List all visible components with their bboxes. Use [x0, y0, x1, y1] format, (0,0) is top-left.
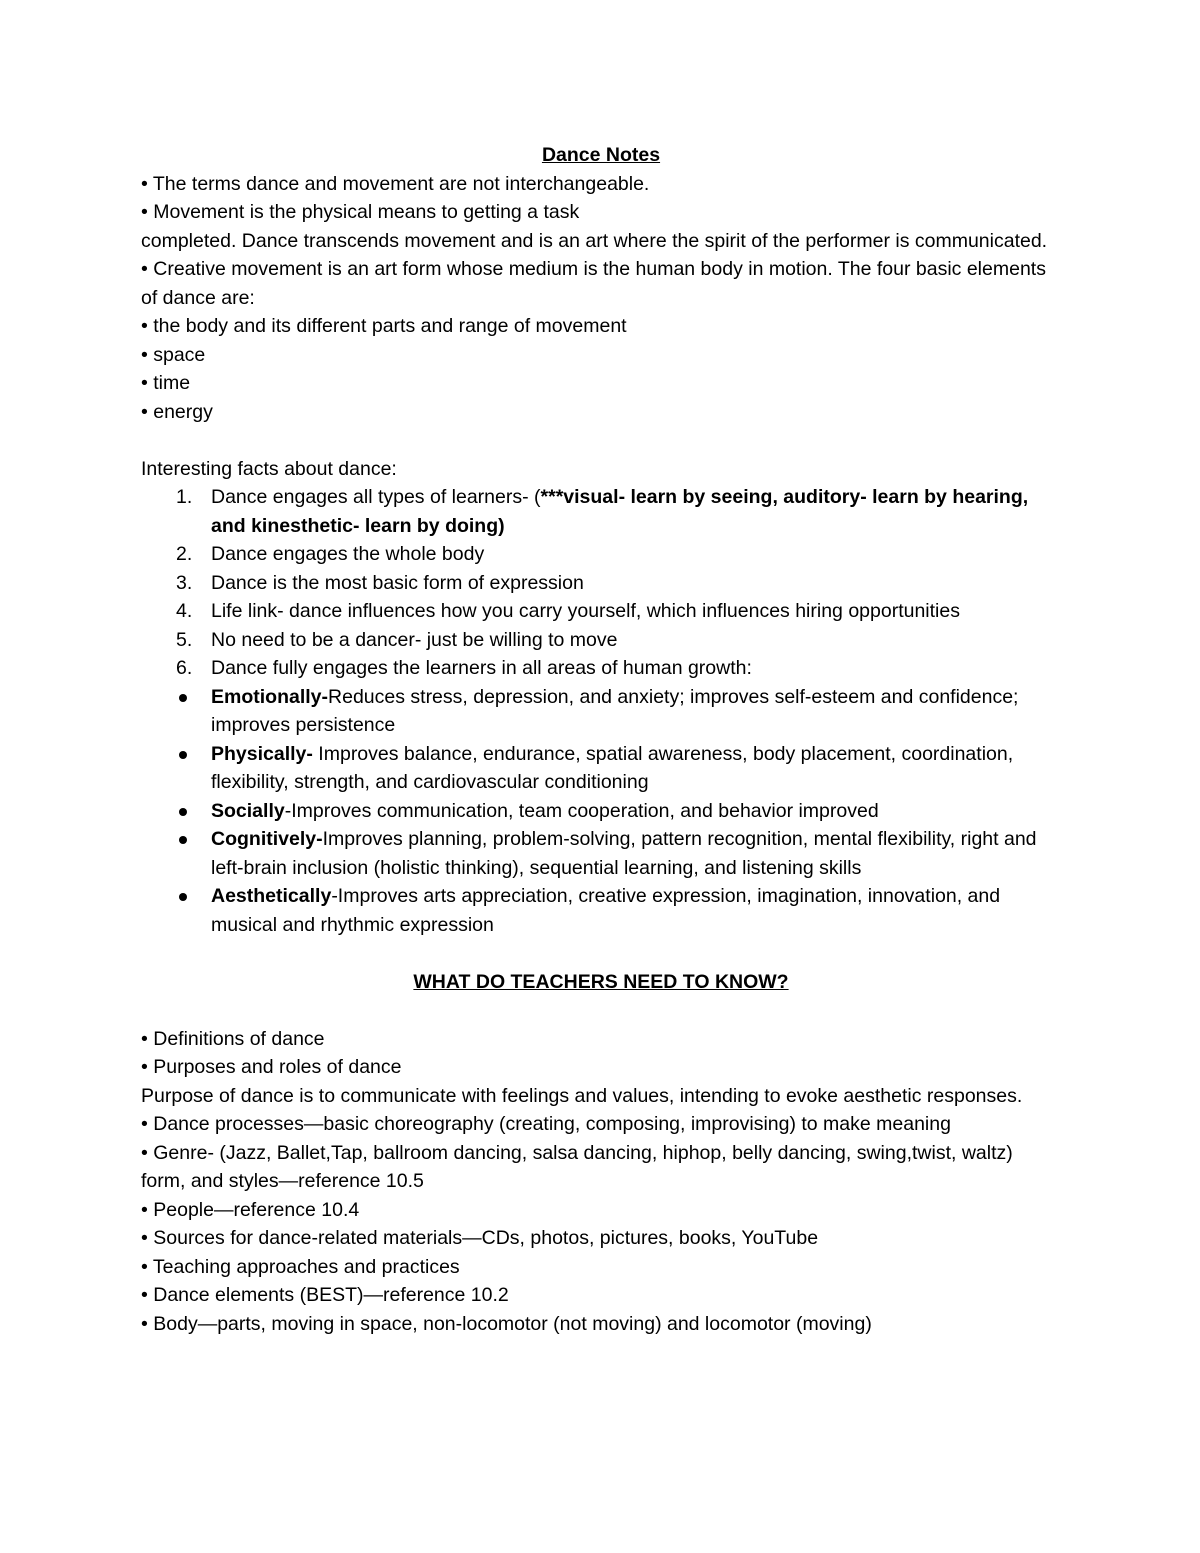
- document-title: Dance Notes: [541, 144, 661, 166]
- growth-label: Socially: [211, 799, 285, 822]
- blank-line: [141, 996, 1061, 1025]
- intro-line: • space: [141, 343, 206, 366]
- list-item: [141, 825, 1061, 882]
- teachers-line: • Dance elements (BEST)—reference 10.2: [141, 1284, 509, 1306]
- intro-line: • energy: [141, 400, 213, 423]
- teachers-line: • Teaching approaches and practices: [141, 1255, 460, 1278]
- bullet-icon: [179, 751, 187, 759]
- list-number: 3.: [176, 571, 193, 594]
- bullet-icon: [179, 836, 187, 844]
- list-item: [141, 569, 1061, 598]
- list-number: 5.: [176, 628, 193, 651]
- growth-text: Reduces stress, depression, and anxiety; improves self-esteem and confidence; improves persistence: [211, 685, 1019, 736]
- list-item: [141, 654, 1061, 683]
- list-item: [141, 797, 1061, 826]
- title-line: [141, 141, 1061, 170]
- list-number: 6.: [176, 657, 193, 679]
- fact-text: Dance engages all types of learners- (: [211, 486, 541, 508]
- facts-list: [141, 483, 1061, 683]
- intro-line: • Movement is the physical means to getting a task: [141, 201, 580, 223]
- list-item: [141, 740, 1061, 797]
- growth-list: [141, 683, 1061, 940]
- teachers-line: • Body—parts, moving in space, non-locomotor (not moving) and locomotor (moving): [141, 1312, 872, 1335]
- list-number: 2.: [176, 543, 193, 565]
- teachers-heading-line: [141, 968, 1061, 997]
- intro-line: completed. Dance transcends movement and is an art where the spirit of the performer is communicated.: [141, 229, 1048, 252]
- list-item: [141, 483, 1061, 540]
- bullet-icon: [179, 893, 187, 901]
- document-page: [141, 141, 1061, 1338]
- teachers-line: • People—reference 10.4: [141, 1198, 360, 1221]
- fact-text: Dance is the most basic form of expression: [211, 571, 584, 594]
- bullet-icon: [179, 808, 187, 816]
- growth-text: Improves planning, problem-solving, pattern recognition, mental flexibility, right and left-brain inclusion (holistic thinking), sequential learning, and listening skills: [211, 828, 1037, 879]
- teachers-line: • Sources for dance-related materials—CDs, photos, pictures, books, YouTube: [141, 1227, 819, 1249]
- growth-text: -Improves arts appreciation, creative expression, imagination, innovation, and musical and rhythmic expression: [211, 885, 1001, 936]
- teachers-line: • Dance processes—basic choreography (creating, composing, improvising) to make meaning: [141, 1113, 951, 1135]
- teachers-line: • Genre- (Jazz, Ballet,Tap, ballroom dancing, salsa dancing, hiphop, belly dancing, swing,twist, waltz) form, and styles—reference 10.5: [141, 1141, 1013, 1192]
- list-number: 4.: [176, 600, 193, 622]
- fact-text: Life link- dance influences how you carry yourself, which influences hiring opportunities: [211, 600, 960, 622]
- list-item: [141, 626, 1061, 655]
- growth-label: Physically-: [211, 742, 313, 765]
- teachers-line: Purpose of dance is to communicate with feelings and values, intending to evoke aesthetic responses.: [141, 1084, 1023, 1107]
- blank-line: [141, 426, 1061, 455]
- growth-label: Aesthetically: [211, 885, 332, 907]
- teachers-section: [141, 1025, 1061, 1339]
- blank-line: [141, 939, 1061, 968]
- intro-line: • Creative movement is an art form whose medium is the human body in motion. The four basic elements of dance are:: [141, 258, 1046, 309]
- fact-text: No need to be a dancer- just be willing to move: [211, 628, 618, 651]
- teachers-line: • Definitions of dance: [141, 1027, 325, 1050]
- intro-line: • the body and its different parts and range of movement: [141, 315, 627, 337]
- list-number: 1.: [176, 486, 193, 508]
- growth-text: -Improves communication, team cooperation, and behavior improved: [284, 799, 879, 822]
- fact-text: Dance fully engages the learners in all areas of human growth:: [211, 657, 752, 679]
- growth-label: Cognitively-: [211, 828, 323, 850]
- intro-line: • The terms dance and movement are not interchangeable.: [141, 172, 650, 195]
- intro-section: [141, 170, 1061, 427]
- intro-line: • time: [141, 372, 191, 394]
- list-item: [141, 540, 1061, 569]
- bullet-icon: [179, 694, 187, 702]
- growth-label: Emotionally-: [211, 685, 329, 708]
- fact-bold-text: ***visual- learn by seeing, auditory- learn by hearing, and kinesthetic- learn by doing): [211, 486, 1029, 537]
- teachers-heading: WHAT DO TEACHERS NEED TO KNOW?: [413, 970, 789, 993]
- growth-text: Improves balance, endurance, spatial awareness, body placement, coordination, flexibility, strength, and cardiovascular conditioning: [211, 742, 1014, 793]
- teachers-line: • Purposes and roles of dance: [141, 1056, 402, 1078]
- fact-text: Dance engages the whole body: [211, 543, 485, 565]
- list-item: [141, 597, 1061, 626]
- list-item: [141, 683, 1061, 740]
- list-item: [141, 882, 1061, 939]
- facts-heading: Interesting facts about dance:: [141, 457, 397, 480]
